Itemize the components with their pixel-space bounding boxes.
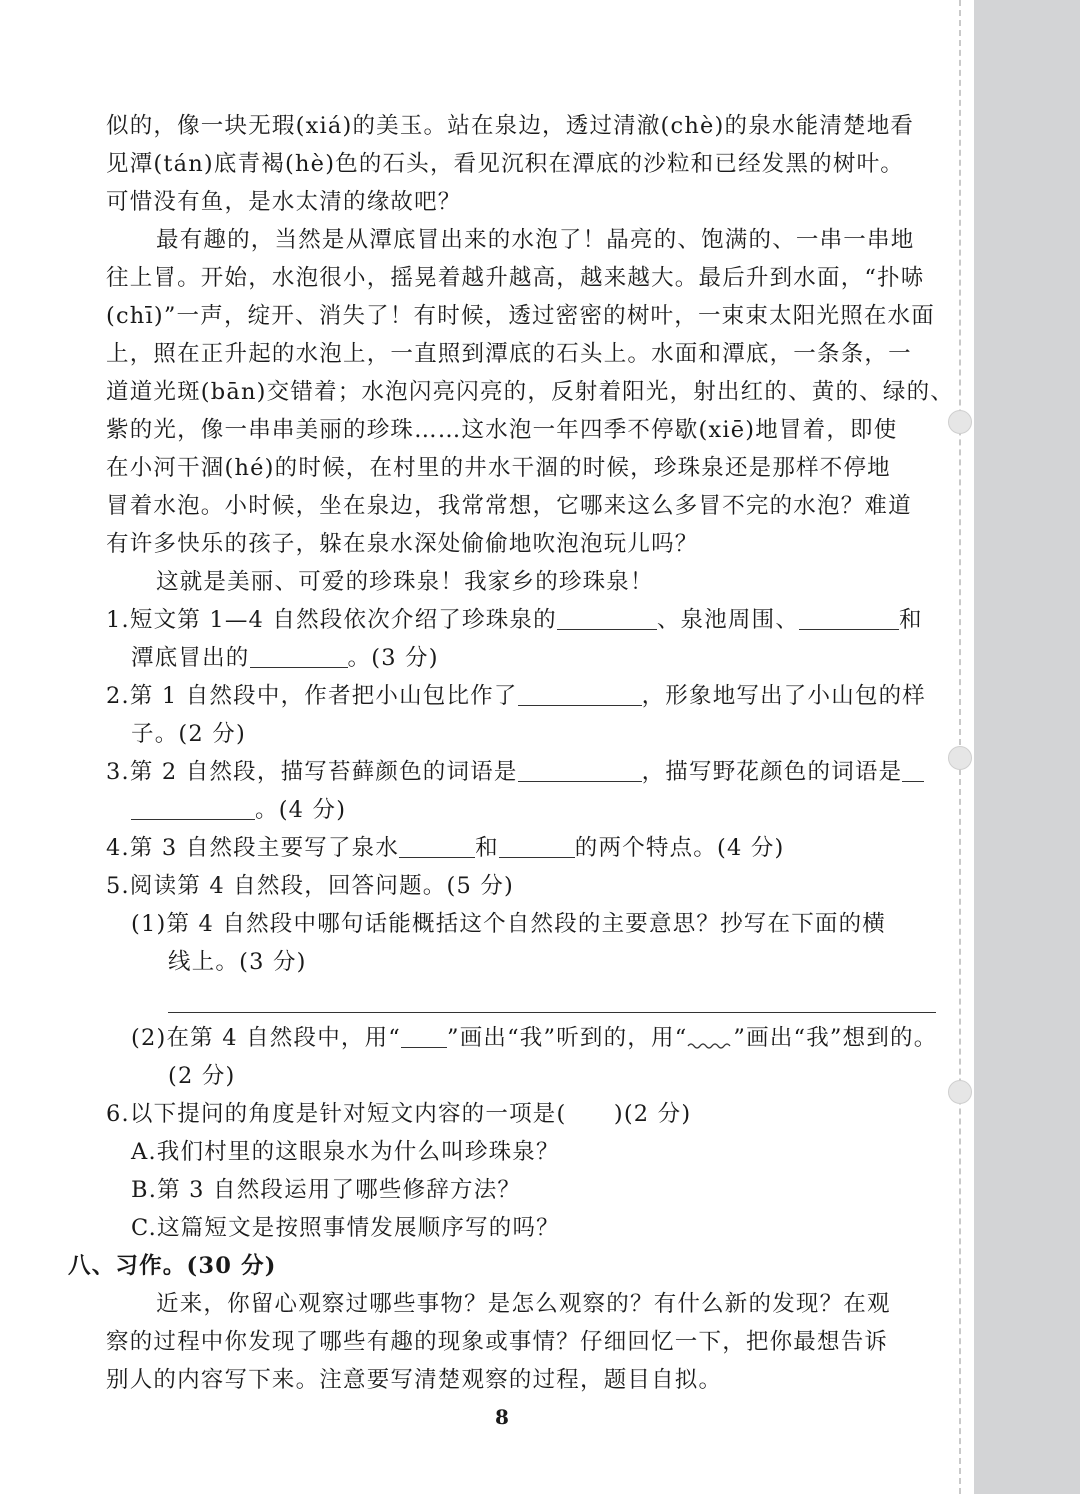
- passage-line: 紫的光，像一串串美丽的珍珠……这水泡一年四季不停歇(xiē)地冒着，即使: [106, 417, 898, 443]
- option-c[interactable]: C.这篇短文是按照事情发展顺序写的吗？: [131, 1215, 560, 1241]
- passage-line: 最有趣的，当然是从潭底冒出来的水泡了！晶亮的、饱满的、一串一串地: [156, 227, 915, 253]
- essay-prompt-line: 察的过程中你发现了哪些有趣的现象或事情？仔细回忆一下，把你最想告诉: [106, 1329, 889, 1355]
- answer-blank[interactable]: [518, 683, 642, 706]
- essay-prompt-line: 近来，你留心观察过哪些事物？是怎么观察的？有什么新的发现？在观: [156, 1291, 891, 1317]
- passage-line: 似的，像一块无瑕(xiá)的美玉。站在泉边，透过清澈(chè)的泉水能清楚地看: [106, 113, 915, 139]
- passage-line: 可惜没有鱼，是水太清的缘故吧？: [106, 189, 462, 215]
- straight-underline-sample: [401, 1025, 447, 1048]
- page-number: 8: [495, 1405, 509, 1429]
- answer-line[interactable]: [168, 1012, 936, 1013]
- answer-blank[interactable]: [131, 797, 255, 820]
- question-6: 6.以下提问的角度是针对短文内容的一项是( )(2 分): [106, 1101, 692, 1127]
- section-heading-essay: 八、习作。(30 分): [68, 1253, 277, 1279]
- passage-line: 见潭(tán)底青褐(hè)色的石头，看见沉积在潭底的沙粒和已经发黑的树叶。: [106, 151, 904, 177]
- question-5-1: (1)第 4 自然段中哪句话能概括这个自然段的主要意思？抄写在下面的横: [131, 911, 886, 937]
- essay-prompt-line: 别人的内容写下来。注意要写清楚观察的过程，题目自拟。: [106, 1367, 723, 1393]
- answer-blank[interactable]: [499, 835, 575, 858]
- answer-blank[interactable]: [250, 645, 348, 668]
- binding-hole-middle: [948, 746, 972, 770]
- question-2-cont: 子。(2 分): [131, 721, 246, 747]
- binding-hole-top: [948, 410, 972, 434]
- answer-blank[interactable]: [399, 835, 475, 858]
- question-3: 3.第 2 自然段，描写苔藓颜色的词语是 ，描写野花颜色的词语是: [106, 757, 924, 787]
- question-3-cont: 。(4 分): [131, 795, 346, 825]
- passage-line: 上，照在正升起的水泡上，一直照到潭底的石头上。水面和潭底，一条条，一: [106, 341, 912, 367]
- passage-line: 在小河干涸(hé)的时候，在村里的井水干涸的时候，珍珠泉还是那样不停地: [106, 455, 891, 481]
- question-1-cont: 潭底冒出的 。(3 分): [131, 645, 439, 671]
- passage-line: 道道光斑(bān)交错着；水泡闪亮闪亮的，反射着阳光，射出红的、黄的、绿的、: [106, 379, 954, 405]
- answer-blank[interactable]: [557, 607, 657, 630]
- option-b[interactable]: B.第 3 自然段运用了哪些修辞方法？: [131, 1177, 522, 1203]
- wavy-underline-sample: [687, 1037, 733, 1051]
- question-5-2: (2)在第 4 自然段中，用“ ”画出“我”听到的，用“ ”画出“我”想到的。: [131, 1025, 938, 1051]
- binding-margin-panel: [974, 0, 1080, 1494]
- answer-blank[interactable]: [799, 607, 899, 630]
- passage-line: 冒着水泡。小时候，坐在泉边，我常常想，它哪来这么多冒不完的水泡？难道: [106, 493, 912, 519]
- question-4: 4.第 3 自然段主要写了泉水 和 的两个特点。(4 分): [106, 835, 785, 861]
- passage-line: 这就是美丽、可爱的珍珠泉！我家乡的珍珠泉！: [156, 569, 654, 595]
- binding-hole-bottom: [948, 1080, 972, 1104]
- question-1: 1.短文第 1—4 自然段依次介绍了珍珠泉的 、泉池周围、 和: [106, 607, 923, 633]
- question-5: 5.阅读第 4 自然段，回答问题。(5 分): [106, 873, 515, 899]
- question-5-2-cont: (2 分): [168, 1063, 236, 1089]
- passage-line: (chī)”一声，绽开、消失了！有时候，透过密密的树叶，一束束太阳光照在水面: [106, 303, 935, 329]
- question-2: 2.第 1 自然段中，作者把小山包比作了 ，形象地写出了小山包的样: [106, 683, 926, 709]
- option-a[interactable]: A.我们村里的这眼泉水为什么叫珍珠泉？: [131, 1139, 560, 1165]
- answer-blank[interactable]: [518, 759, 642, 782]
- passage-line: 有许多快乐的孩子，躲在泉水深处偷偷地吹泡泡玩儿吗？: [106, 531, 699, 557]
- question-5-1-cont: 线上。(3 分): [168, 949, 307, 975]
- answer-blank[interactable]: [902, 759, 924, 782]
- passage-line: 往上冒。开始，水泡很小，摇晃着越升越高，越来越大。最后升到水面，“扑哧: [106, 265, 925, 291]
